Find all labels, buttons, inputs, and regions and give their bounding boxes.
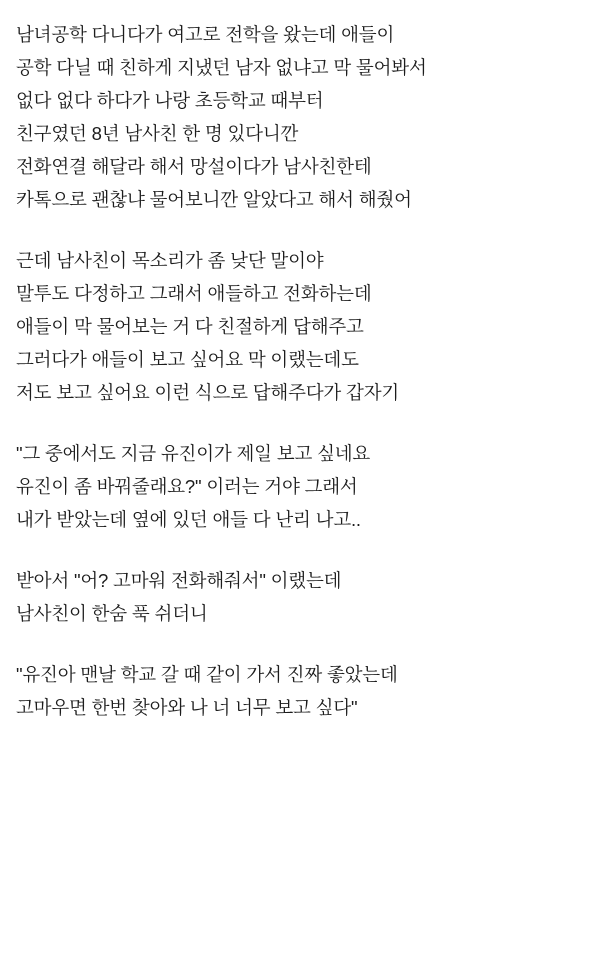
paragraph-4 [16, 564, 599, 630]
text-line: 공학 다닐 때 친하게 지냈던 남자 없냐고 막 물어봐서 [16, 57, 427, 78]
text-line: 친구였던 8년 남사친 한 명 있다니깐 [16, 123, 299, 144]
text-line: 유진이 좀 바꿔줄래요?" 이러는 거야 그래서 [16, 476, 358, 497]
text-line: 저도 보고 싶어요 이런 식으로 답해주다가 갑자기 [16, 382, 400, 403]
text-line: 말투도 다정하고 그래서 애들하고 전화하는데 [16, 283, 372, 304]
text-line: "그 중에서도 지금 유진이가 제일 보고 싶네요 [16, 443, 371, 464]
text-line: 전화연결 해달라 해서 망설이다가 남사친한테 [16, 156, 372, 177]
text-line: "유진아 맨날 학교 갈 때 같이 가서 진짜 좋았는데 [16, 664, 398, 685]
text-line: 카톡으로 괜찮냐 물어보니깐 알았다고 해서 해줬어 [16, 189, 412, 210]
text-line: 고마우면 한번 찾아와 나 너 너무 보고 싶다" [16, 697, 358, 718]
text-line: 받아서 "어? 고마워 전화해줘서" 이랬는데 [16, 570, 342, 591]
paragraph-2 [16, 244, 599, 409]
text-line: 남녀공학 다니다가 여고로 전학을 왔는데 애들이 [16, 24, 395, 45]
text-line: 근데 남사친이 목소리가 좀 낮단 말이야 [16, 250, 324, 271]
text-line: 그러다가 애들이 보고 싶어요 막 이랬는데도 [16, 349, 359, 370]
text-line: 남사친이 한숨 푹 쉬더니 [16, 603, 208, 624]
paragraph-3 [16, 437, 599, 536]
text-line: 내가 받았는데 옆에 있던 애들 다 난리 나고.. [16, 509, 361, 530]
paragraph-1 [16, 18, 599, 216]
text-line: 없다 없다 하다가 나랑 초등학교 때부터 [16, 90, 324, 111]
text-line: 애들이 막 물어보는 거 다 친절하게 답해주고 [16, 316, 364, 337]
paragraph-5 [16, 658, 599, 724]
